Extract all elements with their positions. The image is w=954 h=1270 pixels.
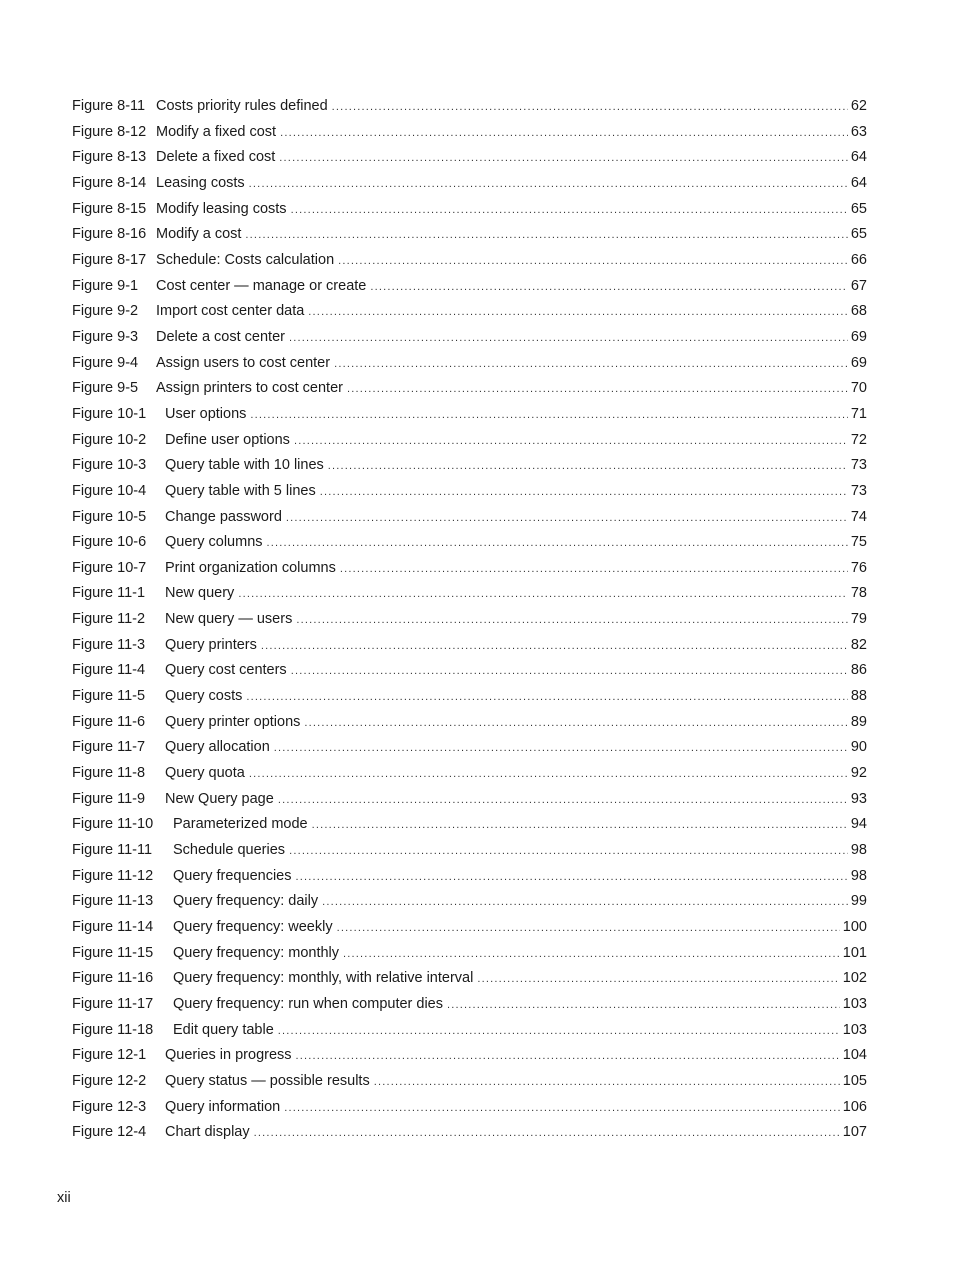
figure-number: Figure 8-14 bbox=[72, 174, 147, 191]
toc-entry[interactable] bbox=[72, 530, 867, 556]
toc-entry[interactable] bbox=[72, 607, 867, 633]
toc-entry[interactable] bbox=[72, 787, 867, 813]
toc-entry[interactable] bbox=[72, 992, 867, 1018]
toc-entry[interactable] bbox=[72, 581, 867, 607]
toc-entry[interactable] bbox=[72, 966, 867, 992]
toc-entry[interactable] bbox=[72, 941, 867, 967]
figure-page-number: 89 bbox=[850, 713, 867, 730]
dot-leader bbox=[477, 967, 839, 993]
figure-title: Chart display bbox=[165, 1124, 250, 1141]
figure-title: Query printers bbox=[165, 636, 257, 653]
figure-title: Schedule queries bbox=[173, 842, 286, 859]
figure-title: New query — users bbox=[165, 611, 293, 628]
dot-leader bbox=[340, 557, 848, 583]
dot-leader bbox=[320, 480, 848, 506]
dot-leader bbox=[289, 839, 848, 865]
figure-number: Figure 12-2 bbox=[72, 1072, 147, 1089]
dot-leader bbox=[347, 377, 848, 403]
figure-number: Figure 12-4 bbox=[72, 1124, 147, 1141]
figure-number: Figure 11-4 bbox=[72, 662, 146, 679]
dot-leader bbox=[296, 608, 848, 634]
toc-entry[interactable] bbox=[72, 351, 867, 377]
figure-number: Figure 11-6 bbox=[72, 713, 146, 730]
figure-page-number: 69 bbox=[850, 328, 867, 345]
figure-page-number: 67 bbox=[850, 277, 867, 294]
toc-entry[interactable] bbox=[72, 428, 867, 454]
figure-title: Import cost center data bbox=[156, 303, 305, 320]
dot-leader bbox=[267, 531, 848, 557]
dot-leader bbox=[246, 685, 848, 711]
figure-title: Modify a cost bbox=[156, 226, 242, 243]
dot-leader bbox=[245, 223, 847, 249]
figure-number: Figure 12-1 bbox=[72, 1047, 147, 1064]
figure-title: Delete a cost center bbox=[156, 328, 285, 345]
figure-title: Print organization columns bbox=[165, 559, 336, 576]
figure-page-number: 86 bbox=[850, 662, 867, 679]
figure-number: Figure 11-12 bbox=[72, 867, 154, 884]
figure-page-number: 103 bbox=[842, 1021, 867, 1038]
figure-page-number: 99 bbox=[850, 893, 867, 910]
figure-page-number: 65 bbox=[850, 200, 867, 217]
figure-page-number: 68 bbox=[850, 303, 867, 320]
toc-entry[interactable] bbox=[72, 505, 867, 531]
figure-page-number: 64 bbox=[850, 149, 867, 166]
figure-page-number: 92 bbox=[850, 765, 867, 782]
figure-title: Define user options bbox=[165, 431, 290, 448]
list-of-figures bbox=[72, 94, 867, 1146]
figure-number: Figure 11-1 bbox=[72, 585, 146, 602]
figure-page-number: 101 bbox=[842, 944, 867, 961]
toc-entry[interactable] bbox=[72, 222, 867, 248]
dot-leader bbox=[249, 762, 848, 788]
figure-number: Figure 12-3 bbox=[72, 1098, 147, 1115]
figure-page-number: 90 bbox=[850, 739, 867, 756]
figure-page-number: 64 bbox=[850, 174, 867, 191]
toc-entry[interactable] bbox=[72, 376, 867, 402]
toc-entry[interactable] bbox=[72, 864, 867, 890]
figure-number: Figure 11-16 bbox=[72, 970, 154, 987]
figure-number: Figure 10-3 bbox=[72, 457, 147, 474]
toc-entry[interactable] bbox=[72, 248, 867, 274]
figure-page-number: 69 bbox=[850, 354, 867, 371]
figure-number: Figure 11-9 bbox=[72, 790, 146, 807]
toc-entry[interactable] bbox=[72, 299, 867, 325]
figure-page-number: 106 bbox=[842, 1098, 867, 1115]
figure-page-number: 107 bbox=[842, 1124, 867, 1141]
figure-number: Figure 9-4 bbox=[72, 354, 139, 371]
figure-title: Modify leasing costs bbox=[156, 200, 287, 217]
figure-title: Delete a fixed cost bbox=[156, 149, 276, 166]
figure-number: Figure 11-5 bbox=[72, 688, 146, 705]
toc-entry[interactable] bbox=[72, 915, 867, 941]
dot-leader bbox=[374, 1070, 840, 1096]
dot-leader bbox=[274, 736, 848, 762]
dot-leader bbox=[294, 429, 848, 455]
figure-title: New query bbox=[165, 585, 235, 602]
toc-entry[interactable] bbox=[72, 120, 867, 146]
figure-number: Figure 8-17 bbox=[72, 251, 147, 268]
page-number: xii bbox=[57, 1190, 71, 1206]
figure-title: Query allocation bbox=[165, 739, 270, 756]
toc-entry[interactable] bbox=[72, 1043, 867, 1069]
figure-title: Query frequency: daily bbox=[173, 893, 319, 910]
figure-page-number: 74 bbox=[850, 508, 867, 525]
dot-leader bbox=[308, 300, 848, 326]
figure-page-number: 65 bbox=[850, 226, 867, 243]
dot-leader bbox=[286, 506, 848, 532]
toc-entry[interactable] bbox=[72, 171, 867, 197]
figure-number: Figure 11-7 bbox=[72, 739, 146, 756]
figure-number: Figure 11-13 bbox=[72, 893, 154, 910]
figure-title: Costs priority rules defined bbox=[156, 98, 328, 114]
figure-title: Schedule: Costs calculation bbox=[156, 251, 335, 268]
dot-leader bbox=[280, 121, 848, 147]
figure-number: Figure 11-10 bbox=[72, 816, 154, 833]
figure-number: Figure 8-13 bbox=[72, 149, 147, 166]
figure-page-number: 82 bbox=[850, 636, 867, 653]
figure-number: Figure 9-2 bbox=[72, 303, 139, 320]
toc-entry[interactable] bbox=[72, 325, 867, 351]
figure-page-number: 100 bbox=[842, 919, 867, 935]
dot-leader bbox=[238, 582, 848, 608]
figure-page-number: 102 bbox=[842, 970, 867, 987]
figure-title: Leasing costs bbox=[156, 174, 245, 191]
figure-number: Figure 9-1 bbox=[72, 277, 139, 294]
figure-number: Figure 11-18 bbox=[72, 1021, 154, 1038]
figure-title: Assign users to cost center bbox=[156, 354, 331, 371]
figure-title: Query cost centers bbox=[165, 662, 287, 679]
toc-entry[interactable] bbox=[72, 684, 867, 710]
toc-entry[interactable] bbox=[72, 197, 867, 223]
figure-number: Figure 9-5 bbox=[72, 380, 139, 397]
figure-title: Query table with 5 lines bbox=[165, 482, 316, 499]
figure-number: Figure 11-3 bbox=[72, 636, 146, 653]
figure-title: Query frequency: monthly, with relative interval bbox=[173, 970, 474, 987]
figure-number: Figure 10-5 bbox=[72, 508, 147, 525]
figure-title: Cost center — manage or create bbox=[156, 277, 367, 294]
dot-leader bbox=[337, 916, 840, 942]
dot-leader bbox=[370, 275, 848, 301]
figure-page-number: 72 bbox=[850, 431, 867, 448]
figure-title: Query information bbox=[165, 1098, 281, 1115]
dot-leader bbox=[250, 403, 847, 429]
dot-leader bbox=[291, 659, 848, 685]
figure-title: Query status — possible results bbox=[165, 1072, 370, 1089]
figure-number: Figure 8-15 bbox=[72, 200, 147, 217]
dot-leader bbox=[296, 1044, 840, 1070]
dot-leader bbox=[278, 788, 848, 814]
dot-leader bbox=[312, 813, 848, 839]
toc-entry[interactable] bbox=[72, 145, 867, 171]
toc-entry[interactable] bbox=[72, 556, 867, 582]
figure-number: Figure 11-15 bbox=[72, 944, 154, 961]
figure-title: Query frequency: monthly bbox=[173, 944, 340, 961]
dot-leader bbox=[328, 454, 848, 480]
figure-number: Figure 10-4 bbox=[72, 482, 147, 499]
figure-page-number: 103 bbox=[842, 995, 867, 1012]
toc-entry[interactable] bbox=[72, 633, 867, 659]
figure-number: Figure 10-7 bbox=[72, 559, 147, 576]
toc-entry[interactable] bbox=[72, 710, 867, 736]
toc-entry[interactable] bbox=[72, 735, 867, 761]
figure-page-number: 76 bbox=[850, 559, 867, 576]
figure-number: Figure 11-17 bbox=[72, 995, 154, 1012]
dot-leader bbox=[332, 95, 848, 121]
dot-leader bbox=[343, 942, 840, 968]
toc-entry[interactable] bbox=[72, 1018, 867, 1044]
figure-title: Query costs bbox=[165, 688, 243, 705]
figure-number: Figure 8-16 bbox=[72, 226, 147, 243]
toc-entry[interactable] bbox=[72, 761, 867, 787]
dot-leader bbox=[289, 326, 848, 352]
figure-title: Query quota bbox=[165, 765, 245, 782]
dot-leader bbox=[278, 1019, 840, 1045]
dot-leader bbox=[338, 249, 848, 275]
toc-entry[interactable] bbox=[72, 274, 867, 300]
figure-title: Query frequencies bbox=[173, 867, 292, 884]
figure-page-number: 73 bbox=[850, 482, 867, 499]
dot-leader bbox=[249, 172, 848, 198]
figure-number: Figure 11-11 bbox=[72, 842, 153, 859]
toc-entry[interactable] bbox=[72, 889, 867, 915]
toc-entry[interactable] bbox=[72, 1095, 867, 1121]
figure-number: Figure 11-2 bbox=[72, 611, 146, 628]
figure-page-number: 62 bbox=[850, 98, 867, 114]
figure-title: Modify a fixed cost bbox=[156, 123, 277, 140]
toc-entry[interactable] bbox=[72, 812, 867, 838]
figure-title: User options bbox=[165, 405, 247, 422]
toc-entry[interactable] bbox=[72, 1120, 867, 1146]
dot-leader bbox=[261, 634, 848, 660]
dot-leader bbox=[254, 1121, 840, 1147]
figure-title: Query frequency: run when computer dies bbox=[173, 995, 443, 1012]
toc-entry[interactable] bbox=[72, 94, 867, 120]
figure-number: Figure 10-1 bbox=[72, 405, 147, 422]
figure-page-number: 63 bbox=[850, 123, 867, 140]
toc-entry[interactable] bbox=[72, 838, 867, 864]
dot-leader bbox=[291, 198, 848, 224]
figure-page-number: 71 bbox=[850, 405, 867, 422]
figure-page-number: 79 bbox=[850, 611, 867, 628]
figure-number: Figure 9-3 bbox=[72, 328, 139, 345]
toc-entry[interactable] bbox=[72, 479, 867, 505]
figure-number: Figure 8-11 bbox=[72, 98, 146, 114]
figure-title: Change password bbox=[165, 508, 282, 525]
figure-number: Figure 10-2 bbox=[72, 431, 147, 448]
figure-title: Query table with 10 lines bbox=[165, 457, 324, 474]
figure-page-number: 66 bbox=[850, 251, 867, 268]
dot-leader bbox=[279, 146, 848, 172]
figure-page-number: 78 bbox=[850, 585, 867, 602]
toc-entry[interactable] bbox=[72, 1069, 867, 1095]
toc-entry[interactable] bbox=[72, 658, 867, 684]
figure-number: Figure 11-8 bbox=[72, 765, 146, 782]
figure-page-number: 88 bbox=[850, 688, 867, 705]
figure-page-number: 75 bbox=[850, 534, 867, 551]
figure-title: Queries in progress bbox=[165, 1047, 292, 1064]
figure-title: Parameterized mode bbox=[173, 816, 308, 833]
figure-title: New Query page bbox=[165, 790, 274, 807]
figure-number: Figure 11-14 bbox=[72, 919, 154, 935]
figure-page-number: 93 bbox=[850, 790, 867, 807]
figure-number: Figure 8-12 bbox=[72, 123, 147, 140]
figure-page-number: 105 bbox=[842, 1072, 867, 1089]
dot-leader bbox=[304, 711, 847, 737]
figure-title: Query frequency: weekly bbox=[173, 919, 333, 935]
figure-title: Query printer options bbox=[165, 713, 301, 730]
dot-leader bbox=[284, 1096, 840, 1122]
dot-leader bbox=[295, 865, 847, 891]
figure-page-number: 98 bbox=[850, 867, 867, 884]
figure-title: Query columns bbox=[165, 534, 263, 551]
figure-page-number: 104 bbox=[842, 1047, 867, 1064]
figure-page-number: 94 bbox=[850, 816, 867, 833]
dot-leader bbox=[322, 890, 848, 916]
figure-title: Edit query table bbox=[173, 1021, 274, 1038]
figure-page-number: 70 bbox=[850, 380, 867, 397]
dot-leader bbox=[334, 352, 848, 378]
toc-entry[interactable] bbox=[72, 402, 867, 428]
toc-entry[interactable] bbox=[72, 453, 867, 479]
figure-title: Assign printers to cost center bbox=[156, 380, 343, 397]
dot-leader bbox=[447, 993, 840, 1019]
figure-page-number: 98 bbox=[850, 842, 867, 859]
figure-number: Figure 10-6 bbox=[72, 534, 147, 551]
figure-page-number: 73 bbox=[850, 457, 867, 474]
